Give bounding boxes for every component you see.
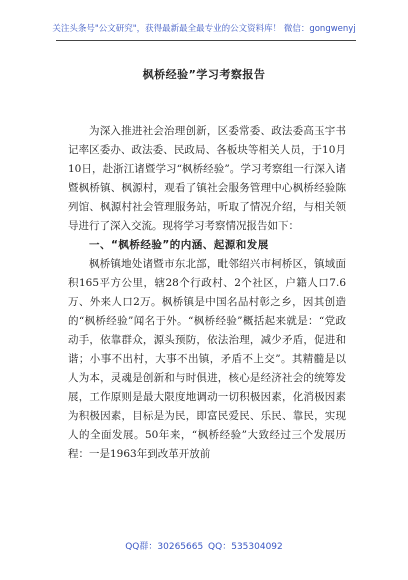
- body-paragraph: 枫桥镇地处诸暨市东北部，毗邻绍兴市柯桥区，镇域面积165平方公里，辖28个行政村、2个社区，户籍人口7.6万、外来人口2万。枫桥镇是中国名品村彰之乡，因其创造的“枫桥经验”闻名于外。“枫桥经验”概括起来就是：“党政动手，依靠群众，源头预防，依法治理，减少矛盾，促进和谐；小事不出村，大事不出镇，矛盾不上交”。其精髓是以人为本，灵魂是创新和与时俱进，核心是经济社会的统筹发展，工作原则是最大限度地调动一切积极因素，化消极因素为积极因素，目标是为民，即富民爱民、乐民、靠民，实现人的全面发展。50年来，“枫桥经验”大致经过三个发展历程：一是1963年到改革开放前: [68, 258, 346, 460]
- header-notice: 关注头条号"公文研究"，获得最新最全最专业的公文资料库！ 微信：gongwenyj: [52, 24, 356, 34]
- header-divider: [56, 40, 356, 41]
- section-heading: 一、“枫桥经验”的内涵、起源和发展: [89, 239, 269, 251]
- footer-contact: QQ群：30265665 QQ：535304092: [125, 542, 283, 552]
- intro-paragraph: 为深入推进社会治理创新，区委常委、政法委高玉宇书记率区委办、政法委、民政局、各板块等相关人员，于10月10日，赴浙江诸暨学习“枫桥经验”。学习考察组一行深入诸暨枫桥镇、枫源村，观看了镇社会服务管理中心枫桥经验陈列馆、枫源村社会管理服务站，听取了情况介绍，与相关领导进行了深入交流。现将学习考察情况报告如下：: [68, 125, 346, 232]
- document-body: [68, 122, 346, 464]
- document-title: 枫桥经验”学习考察报告: [142, 68, 266, 81]
